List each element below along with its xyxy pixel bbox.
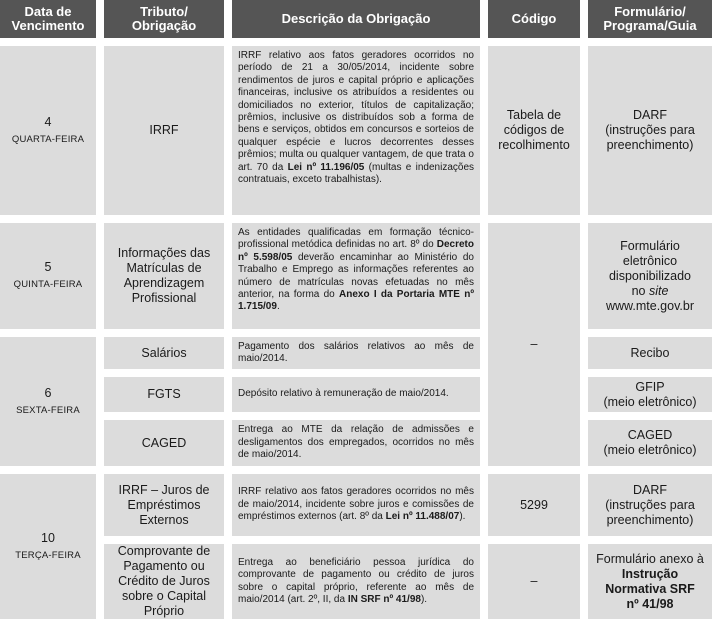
formulario-line1: CAGED [627, 428, 673, 442]
tributo-text: FGTS [147, 387, 181, 401]
formulario-line3: Normativa SRF [605, 581, 695, 596]
header-codigo [488, 0, 580, 38]
tributo-line1: Informações das [117, 246, 211, 260]
descricao-aprendizagem [232, 223, 480, 329]
formulario-line4: nº 41/98 [626, 596, 674, 611]
codigo-comprovante [488, 544, 580, 619]
tributo-line3: Externos [139, 512, 189, 527]
header-date-line2: Vencimento [11, 18, 85, 33]
descricao-comprovante [232, 544, 480, 619]
codigo-line2: códigos de [503, 123, 565, 137]
formulario-line1: Formulário anexo à [596, 551, 704, 566]
formulario-line2: (meio eletrônico) [603, 443, 697, 457]
lei-reference: Lei nº 11.488/07 [385, 511, 460, 523]
header-formulario-line1: Formulário/ [614, 4, 686, 19]
date-number: 5 [44, 260, 52, 274]
date-weekday: QUARTA-FEIRA [11, 133, 85, 145]
tributo-line3: Aprendizagem [123, 276, 205, 290]
codigo-merged-dash [488, 223, 580, 466]
tributo-line3: Crédito de Juros [118, 574, 210, 588]
date-group-6 [0, 337, 96, 466]
tributo-text: IRRF [149, 123, 179, 137]
decreto-reference: Decreto nº 5.598/05 [238, 239, 474, 263]
formulario-line1: DARF [632, 108, 668, 122]
formulario-text: Recibo [630, 345, 670, 360]
codigo-text: 5299 [520, 497, 548, 512]
codigo-line1: Tabela de [506, 108, 562, 122]
formulario-line1: GFIP [635, 379, 665, 394]
descricao-text-end: ). [420, 593, 428, 605]
formulario-line4-prefix: no [631, 283, 649, 298]
tributo-line4: Profissional [131, 291, 197, 305]
codigo-irrf-juros [488, 474, 580, 536]
header-descricao-text: Descrição da Obrigação [281, 11, 431, 26]
lei-reference: Lei nº 11.196/05 [287, 161, 365, 173]
date-weekday: TERÇA-FEIRA [15, 549, 81, 561]
header-formulario-line2: Programa/Guia [603, 18, 697, 33]
tributo-line4: sobre o Capital [121, 589, 207, 603]
tributo-line2: Matrículas de [126, 261, 202, 275]
header-date-line1: Data de [24, 4, 72, 19]
descricao-text-end: ). [459, 511, 466, 523]
header-tributo-line1: Tributo/ [140, 4, 188, 19]
header-formulario [588, 0, 712, 38]
tributo-salarios [104, 337, 224, 369]
tributo-caged [104, 420, 224, 466]
formulario-comprovante [588, 544, 712, 619]
descricao-text: IRRF relativo aos fatos geradores ocorridos no período de 21 a 30/05/2014, incidente sobre rendimentos de juros e capital próprio e aplicações financeiras, inclusive os atribuídos a residentes ou domiciliados no exterior, títulos de capitalização; prêmios, inclusive os distribuídos sob a forma de bens e serviços, obtidos em concursos e sorteios de qualquer espécie e lucros decorrentes desses prêmios; multa ou qualquer vantagem, de que trata o art. 70 da [238, 50, 474, 173]
formulario-line1: Formulário [620, 238, 680, 253]
tributo-line2: Pagamento ou [123, 559, 205, 573]
descricao-text: As entidades qualificadas em formação técnico-profissional metódica definidas no art. 8º do [238, 227, 474, 251]
date-group-10 [0, 474, 96, 619]
header-codigo-text: Código [511, 11, 557, 26]
formulario-site-word: site [648, 283, 669, 298]
codigo-dash: – [530, 337, 538, 351]
descricao-text-mid: deverão encaminhar ao Ministério do Trabalho e Emprego as informações referentes ao número de matrículas novas efetuadas no mês anterior, na forma do [238, 251, 474, 301]
formulario-line2: (instruções para [605, 497, 695, 512]
header-descricao [232, 0, 480, 38]
tributo-irrf [104, 46, 224, 215]
formulario-irrf [588, 46, 712, 215]
mte-website-link[interactable]: www.mte.gov.br [606, 298, 694, 313]
header-tributo [104, 0, 224, 38]
formulario-irrf-juros [588, 474, 712, 536]
tributo-text: CAGED [141, 435, 187, 450]
formulario-fgts [588, 377, 712, 412]
descricao-block [238, 486, 474, 523]
tributo-line2: Empréstimos [127, 497, 201, 512]
formulario-aprendizagem [588, 223, 712, 329]
descricao-text-end: . [276, 301, 280, 313]
formulario-line3: disponibilizado [608, 268, 691, 283]
formulario-line1: DARF [632, 482, 668, 497]
in-srf-reference: IN SRF nº 41/98 [347, 593, 421, 605]
date-group-4 [0, 46, 96, 215]
descricao-text: IRRF relativo aos fatos geradores ocorridos no mês de maio/2014, incidente sobre juros e comissões de empréstimos externos (art. 8º da [238, 486, 474, 523]
formulario-line2: Instrução [621, 566, 679, 581]
codigo-line3: recolhimento [498, 138, 570, 152]
codigo-dash: – [530, 574, 538, 588]
descricao-text: Pagamento dos salários relativos ao mês de maio/2014. [238, 340, 474, 364]
tributo-line1: IRRF – Juros de [118, 482, 210, 497]
date-group-5 [0, 223, 96, 329]
formulario-line4 [632, 284, 669, 299]
formulario-line3: preenchimento) [606, 512, 694, 527]
descricao-text: Entrega ao beneficiário pessoa jurídica do comprovante de pagamento ou crédito de juros sobre o capital próprio, referente ao mês de maio/2014 (art. 2º, II, da [238, 556, 474, 605]
tributo-aprendizagem [104, 223, 224, 329]
date-number: 6 [44, 385, 52, 400]
descricao-fgts [232, 377, 480, 412]
codigo-irrf [488, 46, 580, 215]
header-date [0, 0, 96, 38]
descricao-text: Depósito relativo à remuneração de maio/2014. [238, 388, 449, 400]
descricao-caged [232, 420, 480, 466]
date-weekday: SEXTA-FEIRA [16, 404, 80, 416]
descricao-text-end: (multas e indenizações contratuais, exceto trabalhistas). [238, 161, 475, 186]
header-tributo-line2: Obrigação [131, 18, 197, 33]
portaria-reference: Anexo I da Portaria MTE nº 1.715/09 [238, 289, 474, 313]
formulario-salarios [588, 337, 712, 369]
tributo-comprovante [104, 544, 224, 619]
date-number: 10 [41, 530, 55, 545]
date-number: 4 [44, 114, 52, 129]
tributo-line1: Comprovante de [117, 544, 211, 558]
formulario-line2: eletrônico [622, 253, 678, 268]
tributo-text: Salários [141, 345, 187, 360]
tributo-line5: Próprio [143, 604, 185, 618]
descricao-salarios [232, 337, 480, 369]
date-weekday: QUINTA-FEIRA [13, 279, 83, 290]
tributo-irrf-juros [104, 474, 224, 536]
descricao-irrf [232, 46, 480, 215]
formulario-caged [588, 420, 712, 466]
formulario-line2: (instruções para [605, 123, 695, 137]
formulario-line2: (meio eletrônico) [603, 394, 697, 409]
descricao-block [238, 557, 474, 607]
descricao-irrf-juros [232, 474, 480, 536]
tributo-fgts [104, 377, 224, 412]
formulario-line3: preenchimento) [606, 138, 694, 152]
descricao-text: Entrega ao MTE da relação de admissões e desligamentos dos empregados, ocorridos no mês de maio/2014. [238, 424, 474, 461]
